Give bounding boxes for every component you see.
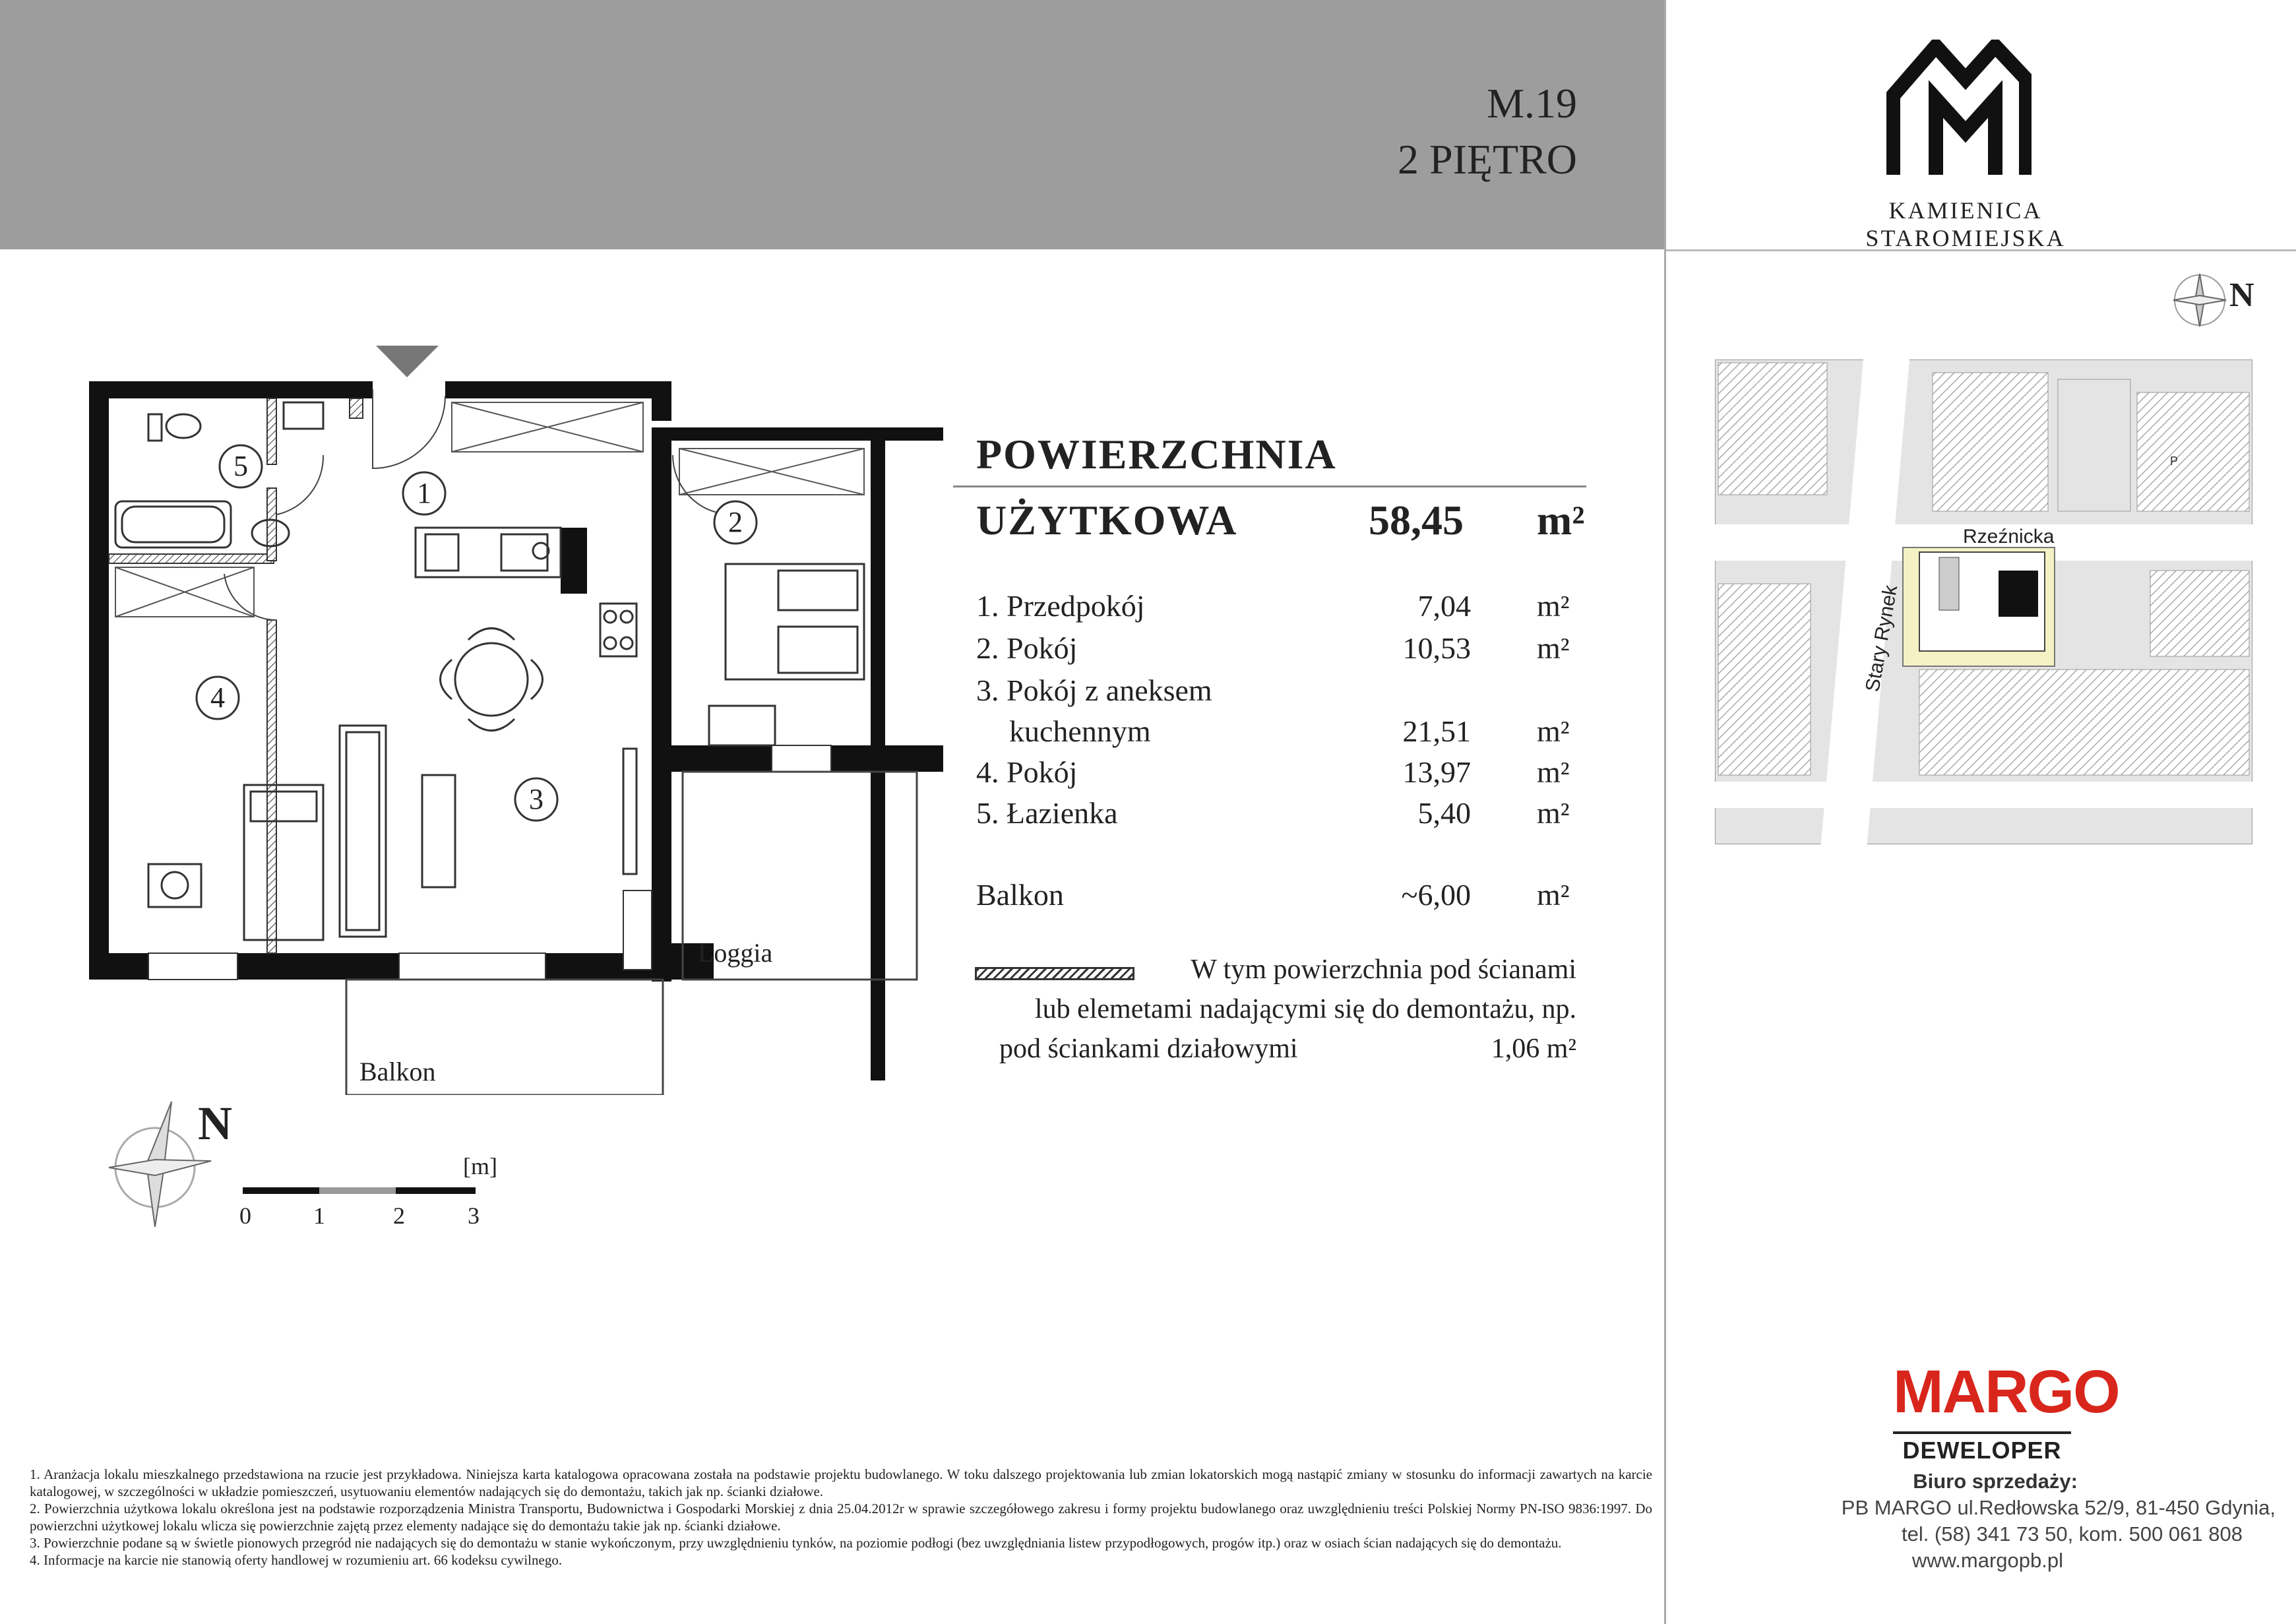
area-rule — [953, 485, 1586, 487]
scale-unit: [m] — [463, 1154, 497, 1179]
balcony-area: ~6,00 — [1401, 878, 1471, 912]
note-line: lub elemetami nadającymi się do demontażu, np. — [1034, 994, 1576, 1024]
room-name: 3. Pokój z aneksem — [976, 673, 1212, 707]
office-address: PB MARGO ul.Redłowska 52/9, 81-450 Gdynia, — [1841, 1496, 2276, 1519]
room-unit: m² — [1537, 755, 1570, 789]
kamienica-logo-icon — [1886, 40, 2032, 178]
north-label: N — [2229, 276, 2254, 314]
room-unit: m² — [1537, 631, 1570, 665]
footnote: 2. Powierzchnia użytkowa lokalu określona jest na podstawie rozporządzenia Ministra Transportu, Budownictwa i Gospodarki Morskiej z dnia 25.04.2012r w sprawie szczegółowego zakresu i formy projektu budowlanego oraz uwzględnieniu treści Polskiej Normy PN-ISO 9836:1997. Do powierzchni użytkowej lokalu wlicza się powierzchnie zajętą przez elementy nadające się do demontażu takie jak np. ścianki działowe. — [30, 1501, 1652, 1534]
area-total: 58,45 — [1369, 497, 1464, 544]
scale-bar — [237, 1154, 521, 1234]
balcony-unit: m² — [1537, 878, 1570, 912]
floor-plan — [86, 336, 943, 1095]
area-heading-2: UŻYTKOWA — [976, 497, 1238, 544]
room-name: 2. Pokój — [976, 631, 1078, 665]
room-number-2: 2 — [728, 506, 743, 538]
footnotes — [30, 1466, 1652, 1569]
room-area: 7,04 — [1417, 589, 1471, 623]
vertical-divider — [1664, 0, 1666, 1624]
room-number-4: 4 — [210, 681, 225, 714]
room-number-5: 5 — [233, 450, 248, 482]
room-name: 4. Pokój — [976, 755, 1078, 789]
scale-tick: 1 — [313, 1202, 325, 1229]
room-unit: m² — [1537, 589, 1570, 623]
north-label: N — [198, 1097, 232, 1150]
street-stary-rynek: Stary Rynek — [1861, 583, 1902, 694]
room-name: 1. Przedpokój — [976, 589, 1145, 623]
parking-label: P — [2170, 454, 2179, 468]
scale-tick: 3 — [468, 1202, 480, 1229]
apartment-number: M.19 — [1487, 80, 1577, 127]
room-name: 5. Łazienka — [976, 796, 1118, 830]
street-rzeznicka: Rzeźnicka — [1963, 526, 2055, 547]
compass-rose-icon — [2170, 270, 2229, 330]
hatch-legend — [975, 967, 1134, 980]
scale-tick: 0 — [239, 1202, 251, 1229]
room-area: 13,97 — [1402, 755, 1471, 789]
area-heading: POWIERZCHNIA — [976, 431, 1337, 478]
office-web[interactable]: www.margopb.pl — [1911, 1549, 2063, 1572]
loggia-label: Loggia — [698, 938, 773, 968]
footnote: 4. Informacje na karcie nie stanowią oferty handlowej w rozumieniu art. 66 kodeksu cywilnego. — [30, 1552, 563, 1568]
area-total-unit: m² — [1537, 497, 1585, 544]
balcony-name: Balkon — [976, 878, 1064, 912]
office-title: Biuro sprzedaży: — [1913, 1470, 2078, 1493]
note-line: pod ściankami działowymi — [999, 1034, 1298, 1064]
room-number-1: 1 — [417, 477, 431, 509]
footnote: 1. Aranżacja lokalu mieszkalnego przedstawiona na rzucie jest przykładowa. Niniejsza karta katalogowa opracowana została na podstawie projektu budowlanego. W toku dalszego projektowania lub zmian lokatorskich mogą nastąpić zmiany w stosunku do informacji zawartych na karcie katalogowej, w szczególności w układzie pomieszczeń, usytuowaniu elementów nadających się do demontażu, takich jak np. ścianki działowe. — [30, 1466, 1652, 1499]
office-phone: tel. (58) 341 73 50, kom. 500 061 808 — [1901, 1522, 2243, 1546]
entrance-arrow-icon — [376, 346, 439, 377]
margo-logo: MARGO — [1893, 1358, 2119, 1425]
room-area: 21,51 — [1402, 714, 1471, 748]
apartment-floor: 2 PIĘTRO — [1398, 136, 1577, 183]
room-unit: m² — [1537, 714, 1570, 748]
note-line: W tym powierzchnia pod ścianami — [1191, 954, 1576, 985]
note-value: 1,06 m² — [1491, 1034, 1576, 1064]
room-area: 5,40 — [1417, 796, 1471, 830]
site-map — [1715, 359, 2252, 844]
room-area: 10,53 — [1402, 631, 1471, 665]
room-number-3: 3 — [529, 783, 543, 815]
footnote: 3. Powierzchnie podane są w świetle pionowych przegród nie nadających się do demontażu w stanie wykończonym, przy uwzględnieniu tynków, na poziomie podłogi (bez uwzględniania listew przypodłogowych, progów itp.) oraz w osiach ścian nadających się do demontażu. — [30, 1535, 1562, 1551]
margo-sub: DEWELOPER — [1893, 1431, 2071, 1464]
logo-text: KAMIENICA STAROMIEJSKA — [1865, 197, 2066, 251]
room-name: kuchennym — [1009, 714, 1151, 748]
balcony-label: Balkon — [359, 1057, 436, 1086]
scale-tick: 2 — [393, 1202, 405, 1229]
room-unit: m² — [1537, 796, 1570, 830]
